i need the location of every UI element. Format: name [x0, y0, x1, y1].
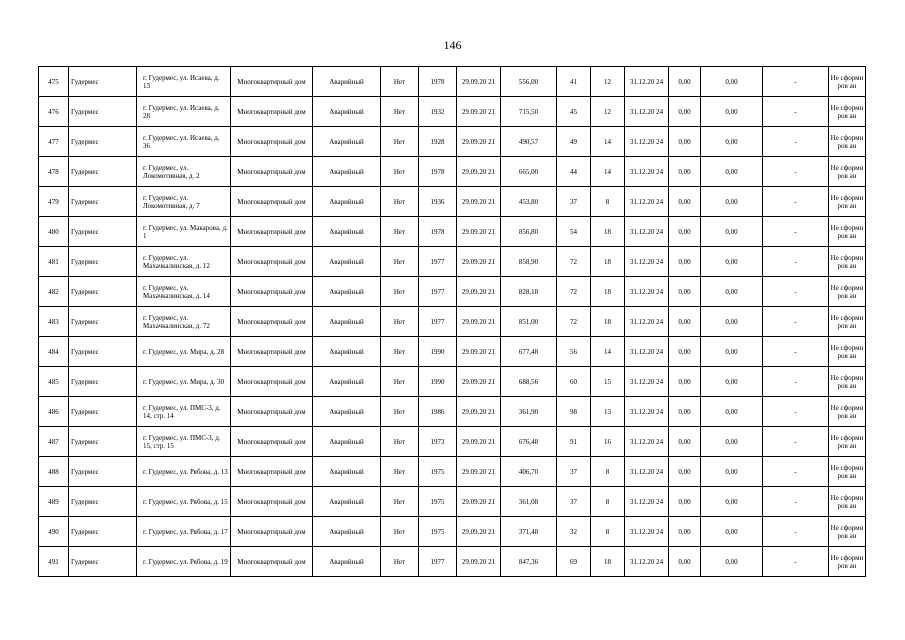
cell-condition: Аварийный: [313, 517, 381, 547]
cell-recognition-date: 29.09.20 21: [457, 487, 501, 517]
table-row: [39, 427, 866, 457]
cell-units: 8: [591, 517, 625, 547]
cell-value-1: 0,00: [669, 427, 701, 457]
cell-residents: 72: [557, 277, 591, 307]
cell-status: Не сформиров ан: [829, 487, 866, 517]
cell-flag: Нет: [381, 397, 419, 427]
cell-status: Не сформиров ан: [829, 367, 866, 397]
cell-value-1: 0,00: [669, 217, 701, 247]
cell-recognition-date: 29.09.20 21: [457, 457, 501, 487]
cell-residents: 98: [557, 397, 591, 427]
cell-flag: Нет: [381, 307, 419, 337]
cell-condition: Аварийный: [313, 367, 381, 397]
cell-status: Не сформиров ан: [829, 277, 866, 307]
table-row: [39, 217, 866, 247]
cell-units: 8: [591, 187, 625, 217]
cell-address: г. Гудермес, ул. Исаева, д. 28: [137, 97, 231, 127]
cell-condition: Аварийный: [313, 187, 381, 217]
cell-value-2: 0,00: [701, 337, 763, 367]
cell-year: 1986: [419, 397, 457, 427]
cell-recognition-date: 29.09.20 21: [457, 127, 501, 157]
cell-year: 1975: [419, 487, 457, 517]
cell-city: Гудермес: [69, 487, 137, 517]
cell-address: г. Гудермес, ул. Мира, д. 30: [137, 367, 231, 397]
cell-value-1: 0,00: [669, 157, 701, 187]
cell-year: 1932: [419, 97, 457, 127]
cell-flag: Нет: [381, 187, 419, 217]
cell-building-type: Многоквартирный дом: [231, 397, 313, 427]
cell-building-type: Многоквартирный дом: [231, 307, 313, 337]
cell-area: 406,70: [501, 457, 557, 487]
cell-residents: 41: [557, 67, 591, 97]
cell-deadline: 31.12.20 24: [625, 517, 669, 547]
cell-status: Не сформиров ан: [829, 247, 866, 277]
cell-building-type: Многоквартирный дом: [231, 517, 313, 547]
cell-year: 1928: [419, 127, 457, 157]
cell-number: 483: [39, 307, 69, 337]
cell-condition: Аварийный: [313, 337, 381, 367]
cell-number: 475: [39, 67, 69, 97]
cell-year: 1975: [419, 517, 457, 547]
cell-status: Не сформиров ан: [829, 157, 866, 187]
cell-address: г. Гудермес, ул. ПМС-3, д. 14, стр. 14: [137, 397, 231, 427]
cell-condition: Аварийный: [313, 157, 381, 187]
cell-value-1: 0,00: [669, 67, 701, 97]
cell-flag: Нет: [381, 97, 419, 127]
cell-residents: 72: [557, 247, 591, 277]
cell-address: г. Гудермес, ул. Рябова, д. 19: [137, 547, 231, 577]
cell-year: 1977: [419, 277, 457, 307]
cell-deadline: 31.12.20 24: [625, 397, 669, 427]
cell-residents: 56: [557, 337, 591, 367]
cell-units: 15: [591, 367, 625, 397]
cell-value-1: 0,00: [669, 457, 701, 487]
cell-year: 1978: [419, 67, 457, 97]
cell-building-type: Многоквартирный дом: [231, 97, 313, 127]
cell-condition: Аварийный: [313, 247, 381, 277]
housing-registry-table: [38, 66, 866, 577]
cell-units: 8: [591, 457, 625, 487]
cell-city: Гудермес: [69, 217, 137, 247]
cell-number: 485: [39, 367, 69, 397]
cell-area: 676,48: [501, 427, 557, 457]
cell-value-3: -: [763, 97, 829, 127]
cell-value-3: -: [763, 187, 829, 217]
cell-number: 478: [39, 157, 69, 187]
cell-number: 477: [39, 127, 69, 157]
cell-value-1: 0,00: [669, 97, 701, 127]
cell-city: Гудермес: [69, 307, 137, 337]
cell-year: 1977: [419, 547, 457, 577]
cell-city: Гудермес: [69, 277, 137, 307]
cell-status: Не сформиров ан: [829, 397, 866, 427]
cell-area: 665,00: [501, 157, 557, 187]
cell-city: Гудермес: [69, 397, 137, 427]
table-row: [39, 97, 866, 127]
cell-condition: Аварийный: [313, 427, 381, 457]
cell-condition: Аварийный: [313, 457, 381, 487]
cell-status: Не сформиров ан: [829, 307, 866, 337]
cell-year: 1973: [419, 427, 457, 457]
cell-year: 1977: [419, 307, 457, 337]
cell-year: 1975: [419, 457, 457, 487]
cell-condition: Аварийный: [313, 217, 381, 247]
cell-area: 715,50: [501, 97, 557, 127]
cell-building-type: Многоквартирный дом: [231, 247, 313, 277]
cell-address: г. Гудермес, ул. Макарова, д. 1: [137, 217, 231, 247]
cell-deadline: 31.12.20 24: [625, 247, 669, 277]
cell-recognition-date: 29.09.20 21: [457, 277, 501, 307]
cell-recognition-date: 29.09.20 21: [457, 337, 501, 367]
table-row: [39, 397, 866, 427]
cell-value-3: -: [763, 277, 829, 307]
cell-value-3: -: [763, 217, 829, 247]
cell-value-1: 0,00: [669, 337, 701, 367]
cell-units: 12: [591, 97, 625, 127]
cell-units: 18: [591, 307, 625, 337]
table-row: [39, 547, 866, 577]
cell-condition: Аварийный: [313, 277, 381, 307]
cell-building-type: Многоквартирный дом: [231, 457, 313, 487]
cell-area: 453,80: [501, 187, 557, 217]
cell-area: 856,80: [501, 217, 557, 247]
cell-recognition-date: 29.09.20 21: [457, 397, 501, 427]
cell-area: 556,00: [501, 67, 557, 97]
cell-deadline: 31.12.20 24: [625, 67, 669, 97]
cell-units: 16: [591, 427, 625, 457]
cell-value-2: 0,00: [701, 217, 763, 247]
cell-area: 361,08: [501, 487, 557, 517]
cell-value-3: -: [763, 247, 829, 277]
cell-value-2: 0,00: [701, 397, 763, 427]
cell-address: г. Гудермес, ул. Исаева, д. 36: [137, 127, 231, 157]
cell-value-2: 0,00: [701, 427, 763, 457]
cell-value-3: -: [763, 307, 829, 337]
cell-flag: Нет: [381, 427, 419, 457]
cell-flag: Нет: [381, 487, 419, 517]
cell-recognition-date: 29.09.20 21: [457, 517, 501, 547]
cell-recognition-date: 29.09.20 21: [457, 97, 501, 127]
cell-year: 1978: [419, 217, 457, 247]
cell-status: Не сформиров ан: [829, 457, 866, 487]
cell-condition: Аварийный: [313, 547, 381, 577]
cell-units: 18: [591, 217, 625, 247]
cell-city: Гудермес: [69, 547, 137, 577]
cell-deadline: 31.12.20 24: [625, 127, 669, 157]
cell-building-type: Многоквартирный дом: [231, 67, 313, 97]
table-row: [39, 247, 866, 277]
cell-value-2: 0,00: [701, 277, 763, 307]
cell-units: 18: [591, 547, 625, 577]
cell-residents: 69: [557, 547, 591, 577]
cell-value-2: 0,00: [701, 457, 763, 487]
cell-units: 13: [591, 397, 625, 427]
cell-units: 14: [591, 127, 625, 157]
cell-address: г. Гудермес, ул. Махачкалинская, д. 14: [137, 277, 231, 307]
page-number: 146: [443, 38, 462, 52]
cell-address: г. Гудермес, ул. Исаева, д. 13: [137, 67, 231, 97]
cell-residents: 37: [557, 187, 591, 217]
cell-building-type: Многоквартирный дом: [231, 277, 313, 307]
cell-area: 851,00: [501, 307, 557, 337]
cell-city: Гудермес: [69, 427, 137, 457]
cell-deadline: 31.12.20 24: [625, 277, 669, 307]
cell-address: г. Гудермес, ул. Махачкалинская, д. 12: [137, 247, 231, 277]
cell-number: 491: [39, 547, 69, 577]
cell-year: 1936: [419, 187, 457, 217]
cell-city: Гудермес: [69, 67, 137, 97]
cell-recognition-date: 29.09.20 21: [457, 67, 501, 97]
cell-value-2: 0,00: [701, 517, 763, 547]
cell-number: 487: [39, 427, 69, 457]
cell-status: Не сформиров ан: [829, 427, 866, 457]
cell-value-2: 0,00: [701, 367, 763, 397]
cell-value-1: 0,00: [669, 247, 701, 277]
cell-value-2: 0,00: [701, 157, 763, 187]
cell-flag: Нет: [381, 247, 419, 277]
cell-value-3: -: [763, 337, 829, 367]
cell-value-2: 0,00: [701, 247, 763, 277]
cell-residents: 54: [557, 217, 591, 247]
cell-value-1: 0,00: [669, 187, 701, 217]
cell-deadline: 31.12.20 24: [625, 457, 669, 487]
cell-address: г. Гудермес, ул. Рябова, д. 13: [137, 457, 231, 487]
cell-address: г. Гудермес, ул. Локомотивная, д. 2: [137, 157, 231, 187]
cell-deadline: 31.12.20 24: [625, 367, 669, 397]
cell-deadline: 31.12.20 24: [625, 547, 669, 577]
cell-number: 484: [39, 337, 69, 367]
cell-residents: 49: [557, 127, 591, 157]
cell-units: 12: [591, 67, 625, 97]
cell-number: 480: [39, 217, 69, 247]
cell-address: г. Гудермес, ул. Рябова, д. 17: [137, 517, 231, 547]
cell-number: 476: [39, 97, 69, 127]
cell-status: Не сформиров ан: [829, 517, 866, 547]
cell-city: Гудермес: [69, 247, 137, 277]
cell-deadline: 31.12.20 24: [625, 157, 669, 187]
cell-condition: Аварийный: [313, 67, 381, 97]
cell-building-type: Многоквартирный дом: [231, 487, 313, 517]
cell-address: г. Гудермес, ул. Махачкалинская, д. 72: [137, 307, 231, 337]
table-row: [39, 487, 866, 517]
cell-deadline: 31.12.20 24: [625, 337, 669, 367]
cell-units: 14: [591, 157, 625, 187]
table-row: [39, 457, 866, 487]
cell-city: Гудермес: [69, 457, 137, 487]
cell-city: Гудермес: [69, 157, 137, 187]
cell-value-2: 0,00: [701, 187, 763, 217]
cell-flag: Нет: [381, 127, 419, 157]
cell-recognition-date: 29.09.20 21: [457, 307, 501, 337]
cell-deadline: 31.12.20 24: [625, 187, 669, 217]
cell-number: 481: [39, 247, 69, 277]
cell-status: Не сформиров ан: [829, 97, 866, 127]
cell-residents: 91: [557, 427, 591, 457]
cell-value-3: -: [763, 67, 829, 97]
cell-deadline: 31.12.20 24: [625, 217, 669, 247]
cell-units: 14: [591, 337, 625, 367]
cell-flag: Нет: [381, 547, 419, 577]
cell-residents: 37: [557, 457, 591, 487]
cell-status: Не сформиров ан: [829, 217, 866, 247]
cell-units: 18: [591, 277, 625, 307]
cell-number: 482: [39, 277, 69, 307]
cell-value-2: 0,00: [701, 307, 763, 337]
cell-flag: Нет: [381, 517, 419, 547]
cell-residents: 45: [557, 97, 591, 127]
cell-flag: Нет: [381, 67, 419, 97]
cell-recognition-date: 29.09.20 21: [457, 367, 501, 397]
cell-condition: Аварийный: [313, 97, 381, 127]
cell-recognition-date: 29.09.20 21: [457, 247, 501, 277]
table-row: [39, 187, 866, 217]
cell-condition: Аварийный: [313, 307, 381, 337]
table-row: [39, 337, 866, 367]
cell-value-1: 0,00: [669, 307, 701, 337]
cell-flag: Нет: [381, 157, 419, 187]
cell-residents: 32: [557, 517, 591, 547]
table-row: [39, 277, 866, 307]
cell-units: 18: [591, 247, 625, 277]
cell-address: г. Гудермес, ул. Локомотивная, д. 7: [137, 187, 231, 217]
cell-recognition-date: 29.09.20 21: [457, 187, 501, 217]
cell-condition: Аварийный: [313, 127, 381, 157]
table-row: [39, 157, 866, 187]
cell-area: 858,90: [501, 247, 557, 277]
cell-city: Гудермес: [69, 517, 137, 547]
cell-status: Не сформиров ан: [829, 67, 866, 97]
cell-area: 677,48: [501, 337, 557, 367]
cell-area: 828,18: [501, 277, 557, 307]
cell-status: Не сформиров ан: [829, 337, 866, 367]
cell-value-1: 0,00: [669, 397, 701, 427]
cell-deadline: 31.12.20 24: [625, 97, 669, 127]
cell-flag: Нет: [381, 217, 419, 247]
cell-building-type: Многоквартирный дом: [231, 127, 313, 157]
cell-city: Гудермес: [69, 97, 137, 127]
cell-year: 1990: [419, 367, 457, 397]
registry-body: [39, 67, 866, 577]
cell-condition: Аварийный: [313, 487, 381, 517]
cell-area: 361,90: [501, 397, 557, 427]
cell-recognition-date: 29.09.20 21: [457, 427, 501, 457]
cell-deadline: 31.12.20 24: [625, 307, 669, 337]
cell-address: г. Гудермес, ул. ПМС-3, д. 15, стр. 15: [137, 427, 231, 457]
cell-building-type: Многоквартирный дом: [231, 217, 313, 247]
cell-value-1: 0,00: [669, 277, 701, 307]
cell-value-3: -: [763, 157, 829, 187]
cell-city: Гудермес: [69, 337, 137, 367]
cell-value-2: 0,00: [701, 67, 763, 97]
table-row: [39, 517, 866, 547]
cell-value-1: 0,00: [669, 517, 701, 547]
cell-value-3: -: [763, 547, 829, 577]
cell-value-2: 0,00: [701, 547, 763, 577]
cell-city: Гудермес: [69, 187, 137, 217]
cell-value-3: -: [763, 367, 829, 397]
cell-residents: 72: [557, 307, 591, 337]
cell-city: Гудермес: [69, 127, 137, 157]
cell-year: 1978: [419, 157, 457, 187]
cell-recognition-date: 29.09.20 21: [457, 217, 501, 247]
cell-deadline: 31.12.20 24: [625, 487, 669, 517]
cell-value-2: 0,00: [701, 97, 763, 127]
cell-value-1: 0,00: [669, 547, 701, 577]
cell-number: 490: [39, 517, 69, 547]
cell-status: Не сформиров ан: [829, 127, 866, 157]
cell-address: г. Гудермес, ул. Рябова, д. 15: [137, 487, 231, 517]
cell-value-3: -: [763, 457, 829, 487]
cell-value-3: -: [763, 127, 829, 157]
cell-flag: Нет: [381, 367, 419, 397]
cell-residents: 37: [557, 487, 591, 517]
cell-number: 488: [39, 457, 69, 487]
cell-building-type: Многоквартирный дом: [231, 187, 313, 217]
cell-value-2: 0,00: [701, 487, 763, 517]
cell-recognition-date: 29.09.20 21: [457, 547, 501, 577]
table-row: [39, 307, 866, 337]
table-row: [39, 367, 866, 397]
cell-value-3: -: [763, 397, 829, 427]
cell-status: Не сформиров ан: [829, 547, 866, 577]
cell-value-1: 0,00: [669, 367, 701, 397]
cell-residents: 60: [557, 367, 591, 397]
cell-flag: Нет: [381, 337, 419, 367]
cell-value-3: -: [763, 427, 829, 457]
cell-value-3: -: [763, 517, 829, 547]
cell-building-type: Многоквартирный дом: [231, 427, 313, 457]
cell-units: 8: [591, 487, 625, 517]
table-row: [39, 127, 866, 157]
cell-value-1: 0,00: [669, 487, 701, 517]
cell-status: Не сформиров ан: [829, 187, 866, 217]
cell-area: 847,36: [501, 547, 557, 577]
cell-number: 486: [39, 397, 69, 427]
cell-residents: 44: [557, 157, 591, 187]
cell-building-type: Многоквартирный дом: [231, 337, 313, 367]
cell-condition: Аварийный: [313, 397, 381, 427]
cell-deadline: 31.12.20 24: [625, 427, 669, 457]
cell-area: 371,48: [501, 517, 557, 547]
cell-building-type: Многоквартирный дом: [231, 367, 313, 397]
cell-area: 688,56: [501, 367, 557, 397]
cell-value-3: -: [763, 487, 829, 517]
cell-value-1: 0,00: [669, 127, 701, 157]
cell-address: г. Гудермес, ул. Мира, д. 28: [137, 337, 231, 367]
cell-city: Гудермес: [69, 367, 137, 397]
cell-flag: Нет: [381, 277, 419, 307]
cell-building-type: Многоквартирный дом: [231, 547, 313, 577]
cell-flag: Нет: [381, 457, 419, 487]
cell-year: 1977: [419, 247, 457, 277]
cell-year: 1990: [419, 337, 457, 367]
cell-number: 489: [39, 487, 69, 517]
cell-area: 490,57: [501, 127, 557, 157]
cell-building-type: Многоквартирный дом: [231, 157, 313, 187]
cell-number: 479: [39, 187, 69, 217]
table-row: [39, 67, 866, 97]
cell-value-2: 0,00: [701, 127, 763, 157]
cell-recognition-date: 29.09.20 21: [457, 157, 501, 187]
